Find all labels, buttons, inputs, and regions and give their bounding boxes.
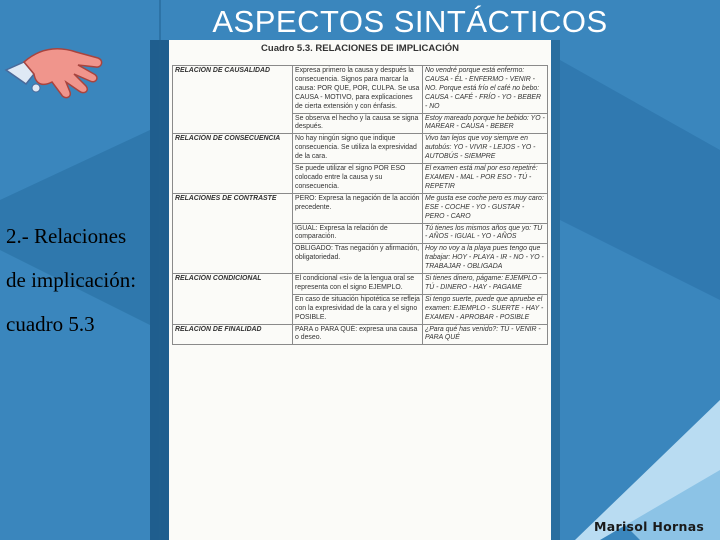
example-cell: Vivo tan lejos que voy siempre en autobús: YO - VIVIR - LEJOS - YO - AUTOBÚS - SIEMPRE bbox=[423, 134, 548, 164]
example-cell: No vendré porque está enfermo: CAUSA - ÉL - ENFERMO - VENIR - NO. Porque está frío el café no bebo: CAUSA - CAFÉ - FRÍO - YO - BEBER - NO bbox=[423, 66, 548, 114]
example-cell: Me gusta ese coche pero es muy caro: ESE - COCHE - YO - GUSTAR - PERO - CARO bbox=[423, 193, 548, 223]
description-cell: El condicional «si» de la lengua oral se representa con el signo EJEMPLO. bbox=[293, 274, 423, 295]
table-row bbox=[173, 134, 548, 164]
table-row bbox=[173, 324, 548, 345]
category-cell: RELACIÓN DE CAUSALIDAD bbox=[173, 66, 293, 134]
side-line-1: 2.- Relaciones bbox=[6, 224, 127, 248]
description-cell: PARA o PARA QUÉ: expresa una causa o deseo. bbox=[293, 324, 423, 345]
scanned-document bbox=[169, 40, 551, 540]
author-name: Marisol Hornas bbox=[594, 519, 705, 534]
description-cell: IGUAL: Expresa la relación de comparación. bbox=[293, 223, 423, 244]
side-line-3: cuadro 5.3 bbox=[6, 312, 95, 336]
pointing-hand-icon bbox=[0, 40, 110, 120]
example-cell: ¿Para qué has venido?: TÚ - VENIR - PARA QUÉ bbox=[423, 324, 548, 345]
table-row bbox=[173, 193, 548, 223]
category-cell: RELACIÓN DE CONSECUENCIA bbox=[173, 134, 293, 193]
category-cell: RELACIONES DE CONTRASTE bbox=[173, 193, 293, 273]
description-cell: Expresa primero la causa y después la consecuencia. Signos para marcar la causa: POR QUE, POR, CULPA. Se usa CAUSA - MOTIVO, para explicaciones de cierta extensión y con énfasis. bbox=[293, 66, 423, 114]
example-cell: Si tienes dinero, págame: EJEMPLO - TÚ - DINERO - HAY - PAGAME bbox=[423, 274, 548, 295]
description-cell: Se puede utilizar el signo POR ESO colocado entre la causa y su consecuencia. bbox=[293, 164, 423, 194]
example-cell: Hoy no voy a la playa pues tengo que trabajar: HOY - PLAYA - IR - NO - YO - TRABAJAR - OBLIGADA bbox=[423, 244, 548, 274]
document-title: Cuadro 5.3. RELACIONES DE IMPLICACIÓN bbox=[261, 43, 459, 54]
slide-title: ASPECTOS SINTÁCTICOS bbox=[212, 4, 608, 39]
table-row bbox=[173, 274, 548, 295]
description-cell: PERO: Expresa la negación de la acción precedente. bbox=[293, 193, 423, 223]
category-cell: RELACIÓN DE FINALIDAD bbox=[173, 324, 293, 345]
description-cell: Se observa el hecho y la causa se signa después. bbox=[293, 113, 423, 134]
table-row bbox=[173, 66, 548, 114]
category-cell: RELACIÓN CONDICIONAL bbox=[173, 274, 293, 325]
example-cell: Si tengo suerte, puede que apruebe el examen: EJEMPLO - SUERTE - HAY - EXAMEN - APROBAR - POSIBLE bbox=[423, 294, 548, 324]
description-cell: OBLIGADO: Tras negación y afirmación, obligatoriedad. bbox=[293, 244, 423, 274]
relations-table bbox=[172, 65, 548, 345]
side-line-2: de implicación: bbox=[6, 268, 137, 292]
example-cell: El examen está mal por eso repetiré: EXAMEN - MAL - POR ESO - TÚ - REPETIR bbox=[423, 164, 548, 194]
description-cell: No hay ningún signo que indique consecuencia. Se utiliza la expresividad de la cara. bbox=[293, 134, 423, 164]
description-cell: En caso de situación hipotética se refleja con la expresividad de la cara y el signo POSIBLE. bbox=[293, 294, 423, 324]
example-cell: Tú tienes los mismos años que yo: TÚ - AÑOS - IGUAL - YO - AÑOS bbox=[423, 223, 548, 244]
example-cell: Estoy mareado porque he bebido: YO - MAREAR - CAUSA - BEBER bbox=[423, 113, 548, 134]
